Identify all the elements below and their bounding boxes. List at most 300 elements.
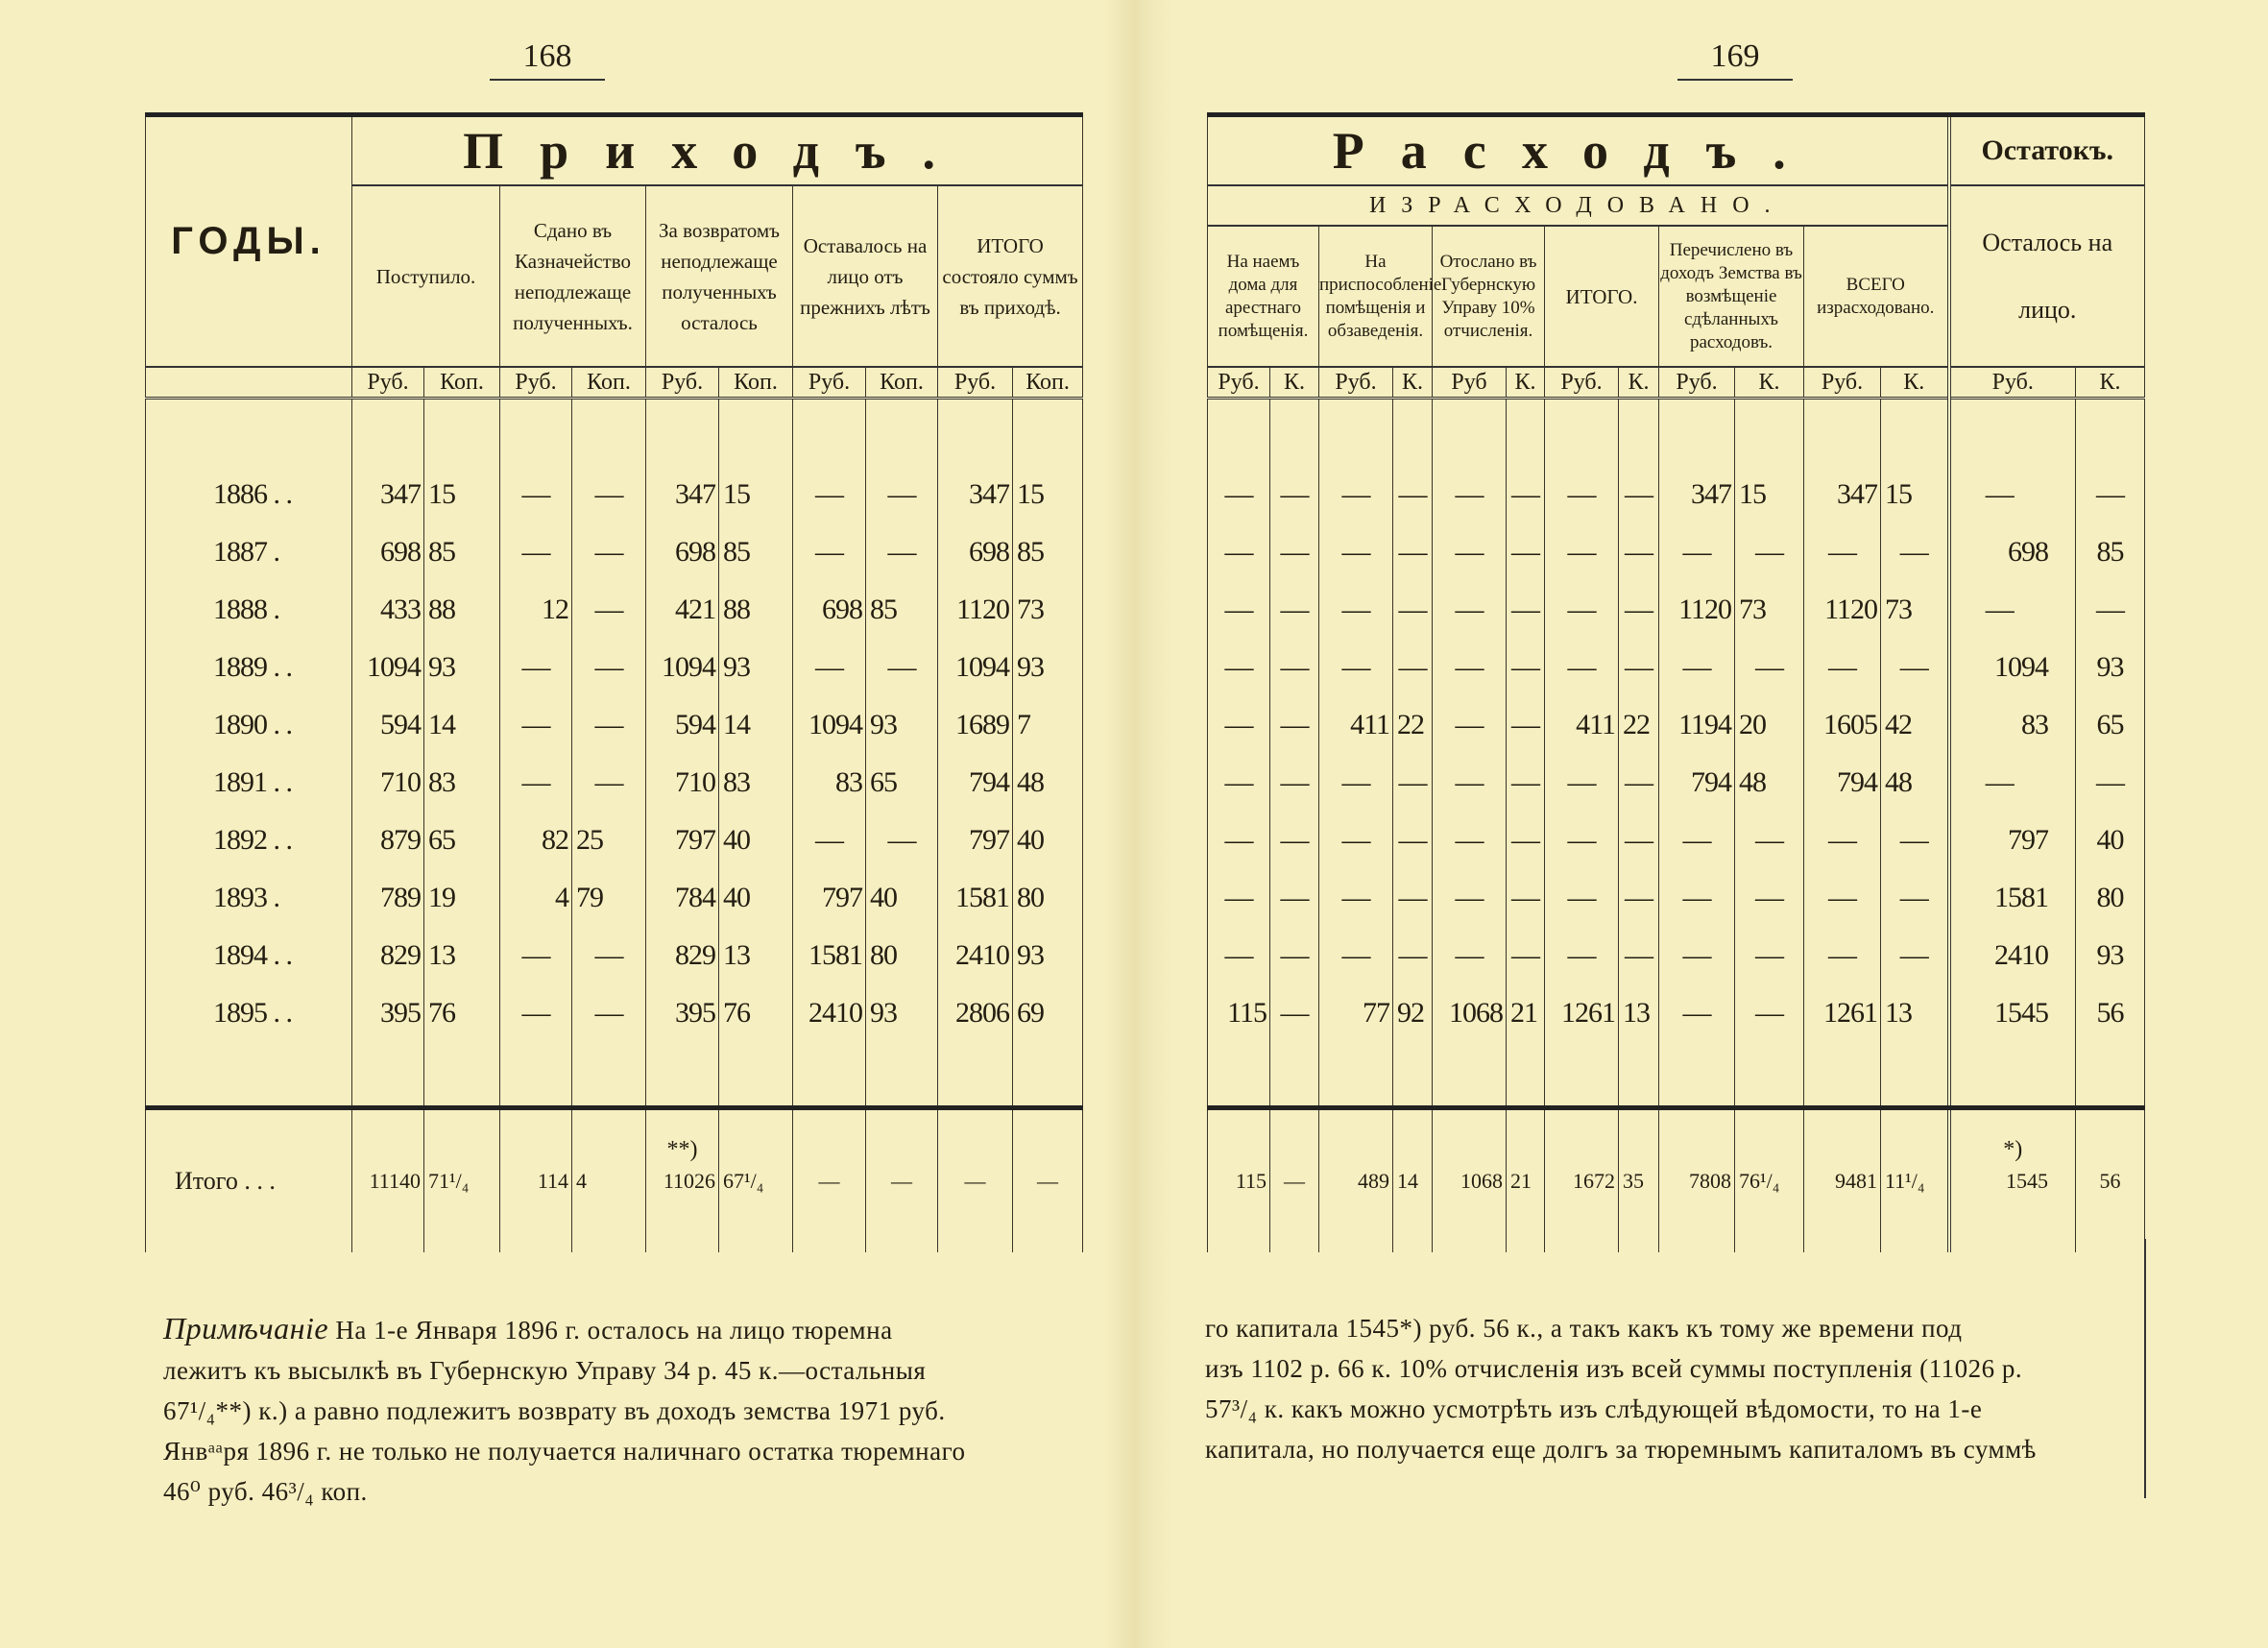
kopecks-cell: — [1507, 466, 1545, 523]
units-row [146, 367, 1083, 399]
rubles-cell: 83 [1949, 696, 2076, 754]
rubles-cell: 77 [1319, 984, 1393, 1042]
total-value: 1672 [1573, 1169, 1615, 1193]
rubles-cell: — [1208, 812, 1270, 869]
rubles-cell: 797 [793, 869, 866, 927]
kopecks-cell: — [1507, 927, 1545, 984]
kopecks-cell: 65 [866, 754, 938, 812]
rubles-cell: 347 [938, 466, 1013, 523]
rubles-cell: — [1208, 523, 1270, 581]
table-row [146, 927, 1083, 984]
kopecks-cell: 65 [2076, 696, 2145, 754]
kopecks-cell: 76 [719, 984, 793, 1042]
kopecks-cell: 14 [719, 696, 793, 754]
rubles-cell: — [1433, 812, 1507, 869]
year-label: 1890 . . [146, 696, 352, 754]
rubles-cell: 710 [352, 754, 424, 812]
kopecks-cell: 40 [1013, 812, 1083, 869]
kopecks-cell: — [572, 639, 646, 696]
rubles-cell: — [1659, 812, 1735, 869]
unit-label: Руб. [793, 367, 866, 399]
note-line: лежитъ къ высылкѣ въ Губернскую Управу 34 р. 45 к.—остальныя [163, 1356, 927, 1385]
rubles-cell: 1094 [938, 639, 1013, 696]
total-value: 21 [1510, 1169, 1532, 1193]
kopecks-cell: — [1270, 927, 1319, 984]
rubles-cell: — [1208, 639, 1270, 696]
rubles-cell: — [1545, 869, 1619, 927]
total-cell [793, 1108, 866, 1253]
kopecks-cell: — [1507, 754, 1545, 812]
expense-title: Расходъ. [1208, 115, 1949, 186]
unit-label: Руб. [1208, 367, 1270, 399]
note-line: изъ 1102 р. 66 к. 10% отчисленія изъ всей суммы поступленія (11026 р. [1205, 1354, 2023, 1383]
rubles-cell: 1120 [1804, 581, 1881, 639]
table-row [1208, 696, 2145, 754]
footnote-right [1205, 1308, 2037, 1469]
kopecks-cell: 15 [719, 466, 793, 523]
total-cell [1270, 1108, 1319, 1253]
rubles-cell: 1261 [1804, 984, 1881, 1042]
table-row [1208, 869, 2145, 927]
total-cell [1208, 1108, 1270, 1253]
year-label: 1887 . [146, 523, 352, 581]
rubles-cell: 1094 [352, 639, 424, 696]
kopecks-cell: 14 [424, 696, 500, 754]
total-cell [352, 1108, 424, 1253]
total-value: 35 [1623, 1169, 1644, 1193]
unit-label: Руб [1433, 367, 1507, 399]
rubles-cell: — [1804, 523, 1881, 581]
kopecks-cell: 93 [1013, 639, 1083, 696]
total-cell [1619, 1108, 1659, 1253]
total-label: Итого . . . [146, 1108, 352, 1253]
total-cell [866, 1108, 938, 1253]
kopecks-cell: 42 [1881, 696, 1949, 754]
kopecks-cell: — [1393, 869, 1433, 927]
column-header-transferred: Перечислено въ доходъ Земства въ возмѣщеніе сдѣланныхъ расходовъ. [1659, 226, 1804, 367]
kopecks-cell: — [1270, 754, 1319, 812]
rubles-cell: 395 [646, 984, 719, 1042]
rubles-cell: 789 [352, 869, 424, 927]
kopecks-cell: — [1619, 523, 1659, 581]
rubles-cell: — [1319, 581, 1393, 639]
rubles-cell: 2410 [938, 927, 1013, 984]
total-value: 9481 [1835, 1169, 1877, 1193]
table-row [1208, 927, 2145, 984]
kopecks-cell: 85 [866, 581, 938, 639]
kopecks-cell: 93 [2076, 927, 2145, 984]
unit-label: К. [1881, 367, 1949, 399]
year-label: 1889 . . [146, 639, 352, 696]
kopecks-cell: 83 [719, 754, 793, 812]
kopecks-cell: 83 [424, 754, 500, 812]
kopecks-cell: — [572, 984, 646, 1042]
rubles-cell: — [1804, 869, 1881, 927]
table-row [146, 754, 1083, 812]
total-cell [1393, 1108, 1433, 1253]
kopecks-cell: — [1619, 812, 1659, 869]
rubles-cell: 2806 [938, 984, 1013, 1042]
unit-label: Руб. [1659, 367, 1735, 399]
kopecks-cell: 88 [719, 581, 793, 639]
kopecks-cell: 48 [1013, 754, 1083, 812]
spacer-row [1208, 399, 2145, 467]
rubles-cell: 784 [646, 869, 719, 927]
unit-label: К. [2076, 367, 2145, 399]
rubles-cell: — [1545, 466, 1619, 523]
note-line: го капитала 1545*) руб. 56 к., а такъ какъ къ тому же времени под [1205, 1314, 1963, 1343]
column-header-previous-years: Оставалось на лицо отъ прежнихъ лѣтъ [793, 185, 938, 367]
kopecks-cell: — [572, 523, 646, 581]
kopecks-cell: 85 [719, 523, 793, 581]
kopecks-cell: — [1393, 639, 1433, 696]
total-cell [1659, 1108, 1735, 1253]
note-line: 67¹/₄**) к.) а равно подлежитъ возврату въ доходъ земства 1971 руб. [163, 1396, 946, 1425]
kopecks-cell: 73 [1881, 581, 1949, 639]
rubles-cell: 1094 [646, 639, 719, 696]
kopecks-cell: — [1270, 523, 1319, 581]
kopecks-cell: — [1881, 639, 1949, 696]
rubles-cell: 794 [1804, 754, 1881, 812]
column-header-returned: За возвратомъ неподлежаще полученныхъ осталось [646, 185, 793, 367]
year-label: 1892 . . [146, 812, 352, 869]
rubles-cell: — [1545, 927, 1619, 984]
rubles-cell: 411 [1319, 696, 1393, 754]
rubles-cell: 794 [1659, 754, 1735, 812]
kopecks-cell: — [2076, 754, 2145, 812]
rubles-cell: — [500, 696, 572, 754]
rubles-cell: — [1208, 754, 1270, 812]
rubles-cell: 1581 [793, 927, 866, 984]
rubles-cell: — [1433, 927, 1507, 984]
rubles-cell: 1261 [1545, 984, 1619, 1042]
kopecks-cell: 13 [1619, 984, 1659, 1042]
kopecks-cell: 80 [1013, 869, 1083, 927]
rubles-cell: 1605 [1804, 696, 1881, 754]
rubles-cell: 82 [500, 812, 572, 869]
column-header-rent: На наемъ дома для арестнаго помѣщенія. [1208, 226, 1319, 367]
unit-label: К. [1735, 367, 1804, 399]
footnote-mark: *) [2003, 1137, 2023, 1162]
total-cell [424, 1108, 500, 1253]
rubles-cell: — [793, 523, 866, 581]
rubles-cell: 794 [938, 754, 1013, 812]
kopecks-cell: — [1393, 523, 1433, 581]
rubles-cell: 347 [1659, 466, 1735, 523]
column-header-remaining: Осталось на лицо. [1949, 185, 2145, 367]
rubles-cell: — [1433, 696, 1507, 754]
column-header-total-spent: ВСЕГО израсходовано. [1804, 226, 1949, 367]
kopecks-cell: 19 [424, 869, 500, 927]
rubles-cell: 1120 [938, 581, 1013, 639]
kopecks-cell: — [866, 523, 938, 581]
kopecks-cell: — [1507, 812, 1545, 869]
unit-label: К. [1507, 367, 1545, 399]
total-value: 71¹/₄ [428, 1169, 470, 1193]
kopecks-cell: — [572, 581, 646, 639]
rubles-cell: — [1208, 581, 1270, 639]
total-value: 11140 [369, 1169, 421, 1193]
kopecks-cell: — [1619, 754, 1659, 812]
rubles-cell: — [1804, 812, 1881, 869]
kopecks-cell: — [1881, 812, 1949, 869]
kopecks-cell: — [1507, 869, 1545, 927]
kopecks-cell: — [1735, 523, 1804, 581]
column-header-sent-to-board: Отослано въ Губернскую Управу 10% отчисленія. [1433, 226, 1545, 367]
footnote-mark: **) [666, 1137, 698, 1162]
total-row [1208, 1108, 2145, 1253]
rubles-cell: — [1659, 984, 1735, 1042]
total-value: 489 [1358, 1169, 1389, 1193]
unit-label: К. [1393, 367, 1433, 399]
rubles-cell: — [1545, 581, 1619, 639]
year-label: 1895 . . [146, 984, 352, 1042]
rubles-cell: — [1319, 639, 1393, 696]
kopecks-cell: 73 [1013, 581, 1083, 639]
rubles-cell: 433 [352, 581, 424, 639]
rubles-cell: — [1319, 927, 1393, 984]
kopecks-cell: 40 [719, 812, 793, 869]
column-header-received: Поступило. [352, 185, 500, 367]
rubles-cell: — [1208, 696, 1270, 754]
kopecks-cell: — [1735, 869, 1804, 927]
rubles-cell: 698 [793, 581, 866, 639]
kopecks-cell: — [1881, 869, 1949, 927]
total-value: 114 [537, 1169, 568, 1193]
kopecks-cell: — [1881, 927, 1949, 984]
table-row [146, 812, 1083, 869]
rubles-cell: 797 [646, 812, 719, 869]
total-cell [1319, 1108, 1393, 1253]
rubles-cell: 12 [500, 581, 572, 639]
unit-label: Руб. [646, 367, 719, 399]
rubles-cell: 698 [646, 523, 719, 581]
rubles-cell: — [1545, 754, 1619, 812]
rubles-cell: — [1804, 639, 1881, 696]
total-cell [500, 1108, 572, 1253]
kopecks-cell: 93 [866, 696, 938, 754]
rubles-cell: 829 [646, 927, 719, 984]
expense-table [1207, 112, 2145, 1252]
note-line: капитала, но получается еще долгъ за тюремнымъ капиталомъ въ суммѣ [1205, 1435, 2037, 1464]
rubles-cell: — [1433, 869, 1507, 927]
kopecks-cell: 80 [866, 927, 938, 984]
total-value: 7808 [1689, 1169, 1731, 1193]
unit-label: Коп. [719, 367, 793, 399]
total-value: 1545 [2006, 1169, 2048, 1193]
table-row [146, 869, 1083, 927]
rubles-cell: — [1433, 523, 1507, 581]
kopecks-cell: — [1619, 581, 1659, 639]
kopecks-cell: — [1507, 581, 1545, 639]
rubles-cell: 1094 [793, 696, 866, 754]
kopecks-cell: 69 [1013, 984, 1083, 1042]
rubles-cell: — [1433, 581, 1507, 639]
rubles-cell: — [1545, 812, 1619, 869]
rubles-cell: 411 [1545, 696, 1619, 754]
kopecks-cell: 76 [424, 984, 500, 1042]
kopecks-cell: 73 [1735, 581, 1804, 639]
kopecks-cell: 93 [719, 639, 793, 696]
rubles-cell: 594 [352, 696, 424, 754]
rubles-cell: 4 [500, 869, 572, 927]
rubles-cell: 395 [352, 984, 424, 1042]
kopecks-cell: 15 [1735, 466, 1804, 523]
rubles-cell: 83 [793, 754, 866, 812]
income-title: Приходъ. [352, 115, 1083, 186]
note-label: Примѣчаніе [163, 1311, 329, 1345]
kopecks-cell: — [1619, 869, 1659, 927]
kopecks-cell: — [1507, 523, 1545, 581]
unit-label: Коп. [572, 367, 646, 399]
total-value: 76¹/₄ [1739, 1169, 1780, 1193]
unit-label: Руб. [1804, 367, 1881, 399]
rubles-cell: — [500, 984, 572, 1042]
rubles-cell: — [1659, 639, 1735, 696]
note-line: На 1-е Января 1896 г. осталось на лицо тюремна [335, 1316, 893, 1345]
rubles-cell: 829 [352, 927, 424, 984]
kopecks-cell: 79 [572, 869, 646, 927]
unit-label: К. [1270, 367, 1319, 399]
spacer-row [146, 399, 1083, 467]
rubles-cell: — [1319, 869, 1393, 927]
rubles-cell: — [1433, 754, 1507, 812]
unit-label: Коп. [424, 367, 500, 399]
kopecks-cell: — [1735, 984, 1804, 1042]
rubles-cell: — [1949, 466, 2076, 523]
rubles-cell: — [1208, 869, 1270, 927]
rubles-cell: — [1319, 812, 1393, 869]
rubles-cell: 1581 [1949, 869, 2076, 927]
kopecks-cell: — [1393, 581, 1433, 639]
table-row [146, 581, 1083, 639]
rubles-cell: — [1208, 927, 1270, 984]
rubles-cell: 879 [352, 812, 424, 869]
kopecks-cell: — [572, 754, 646, 812]
rubles-cell: — [500, 927, 572, 984]
kopecks-cell: — [1881, 523, 1949, 581]
table-row [1208, 754, 2145, 812]
total-value: 14 [1397, 1169, 1418, 1193]
total-value: 11026 [663, 1169, 715, 1193]
total-value: 115 [1235, 1169, 1267, 1193]
kopecks-cell: 48 [1881, 754, 1949, 812]
unit-label: К. [1619, 367, 1659, 399]
rubles-cell: — [1545, 523, 1619, 581]
kopecks-cell: — [2076, 581, 2145, 639]
kopecks-cell: — [1393, 812, 1433, 869]
total-value: 4 [576, 1169, 587, 1193]
total-cell [1735, 1108, 1804, 1253]
units-row [1208, 367, 2145, 399]
table-row [1208, 523, 2145, 581]
note-line: Янвᵃᵃря 1896 г. не только не получается наличнаго остатка тюремнаго [163, 1437, 966, 1466]
total-cell [1433, 1108, 1507, 1253]
page-number-right: 169 [1677, 38, 1793, 81]
kopecks-cell: 22 [1393, 696, 1433, 754]
unit-label: Коп. [1013, 367, 1083, 399]
rubles-cell: — [1319, 523, 1393, 581]
year-label: 1886 . . [146, 466, 352, 523]
unit-label: Коп. [866, 367, 938, 399]
total-cell [719, 1108, 793, 1253]
unit-label: Руб. [352, 367, 424, 399]
total-cell [1013, 1108, 1083, 1253]
rubles-cell: — [500, 466, 572, 523]
book-gutter [1104, 0, 1171, 1648]
rubles-cell: — [1949, 581, 2076, 639]
rubles-cell: — [1319, 466, 1393, 523]
kopecks-cell: — [572, 466, 646, 523]
rubles-cell: 698 [1949, 523, 2076, 581]
unit-label: Руб. [1545, 367, 1619, 399]
kopecks-cell: 22 [1619, 696, 1659, 754]
kopecks-cell: 25 [572, 812, 646, 869]
rubles-cell: — [500, 523, 572, 581]
total-cell [1949, 1108, 2076, 1253]
kopecks-cell: — [1735, 639, 1804, 696]
rubles-cell: 1545 [1949, 984, 2076, 1042]
spacer-row [146, 1042, 1083, 1108]
rubles-cell: 347 [646, 466, 719, 523]
kopecks-cell: 7 [1013, 696, 1083, 754]
table-row [146, 984, 1083, 1042]
note-line: 57³/₄ к. какъ можно усмотрѣть изъ слѣдующей вѣдомости, то на 1-е [1205, 1394, 1983, 1423]
rubles-cell: — [793, 812, 866, 869]
total-value: — [891, 1169, 912, 1193]
total-value: 1068 [1460, 1169, 1503, 1193]
kopecks-cell: — [1735, 812, 1804, 869]
kopecks-cell: — [1619, 927, 1659, 984]
rubles-cell: — [1659, 927, 1735, 984]
kopecks-cell: — [1619, 639, 1659, 696]
total-cell [572, 1108, 646, 1253]
unit-label: Руб. [500, 367, 572, 399]
kopecks-cell: 15 [424, 466, 500, 523]
rubles-cell: 1194 [1659, 696, 1735, 754]
kopecks-cell: — [1507, 696, 1545, 754]
column-header-income-total: ИТОГО состояло суммъ въ приходѣ. [938, 185, 1083, 367]
total-cell [938, 1108, 1013, 1253]
kopecks-cell: — [866, 812, 938, 869]
kopecks-cell: 13 [719, 927, 793, 984]
kopecks-cell: — [1735, 927, 1804, 984]
rubles-cell: 347 [1804, 466, 1881, 523]
kopecks-cell: 93 [1013, 927, 1083, 984]
year-label: 1888 . [146, 581, 352, 639]
kopecks-cell: — [1507, 639, 1545, 696]
rubles-cell: 797 [1949, 812, 2076, 869]
total-cell [1881, 1108, 1949, 1253]
table-row [146, 639, 1083, 696]
table-row [1208, 581, 2145, 639]
kopecks-cell: 21 [1507, 984, 1545, 1042]
unit-label: Руб. [1949, 367, 2076, 399]
rubles-cell: — [1433, 466, 1507, 523]
years-header: ГОДЫ. [146, 115, 352, 368]
table-row [1208, 466, 2145, 523]
kopecks-cell: — [572, 696, 646, 754]
kopecks-cell: 40 [2076, 812, 2145, 869]
rubles-cell: 594 [646, 696, 719, 754]
year-label: 1894 . . [146, 927, 352, 984]
table-row [146, 466, 1083, 523]
rubles-cell: 2410 [1949, 927, 2076, 984]
kopecks-cell: 85 [2076, 523, 2145, 581]
kopecks-cell: 93 [2076, 639, 2145, 696]
total-value: 56 [2099, 1169, 2121, 1193]
kopecks-cell: — [572, 927, 646, 984]
